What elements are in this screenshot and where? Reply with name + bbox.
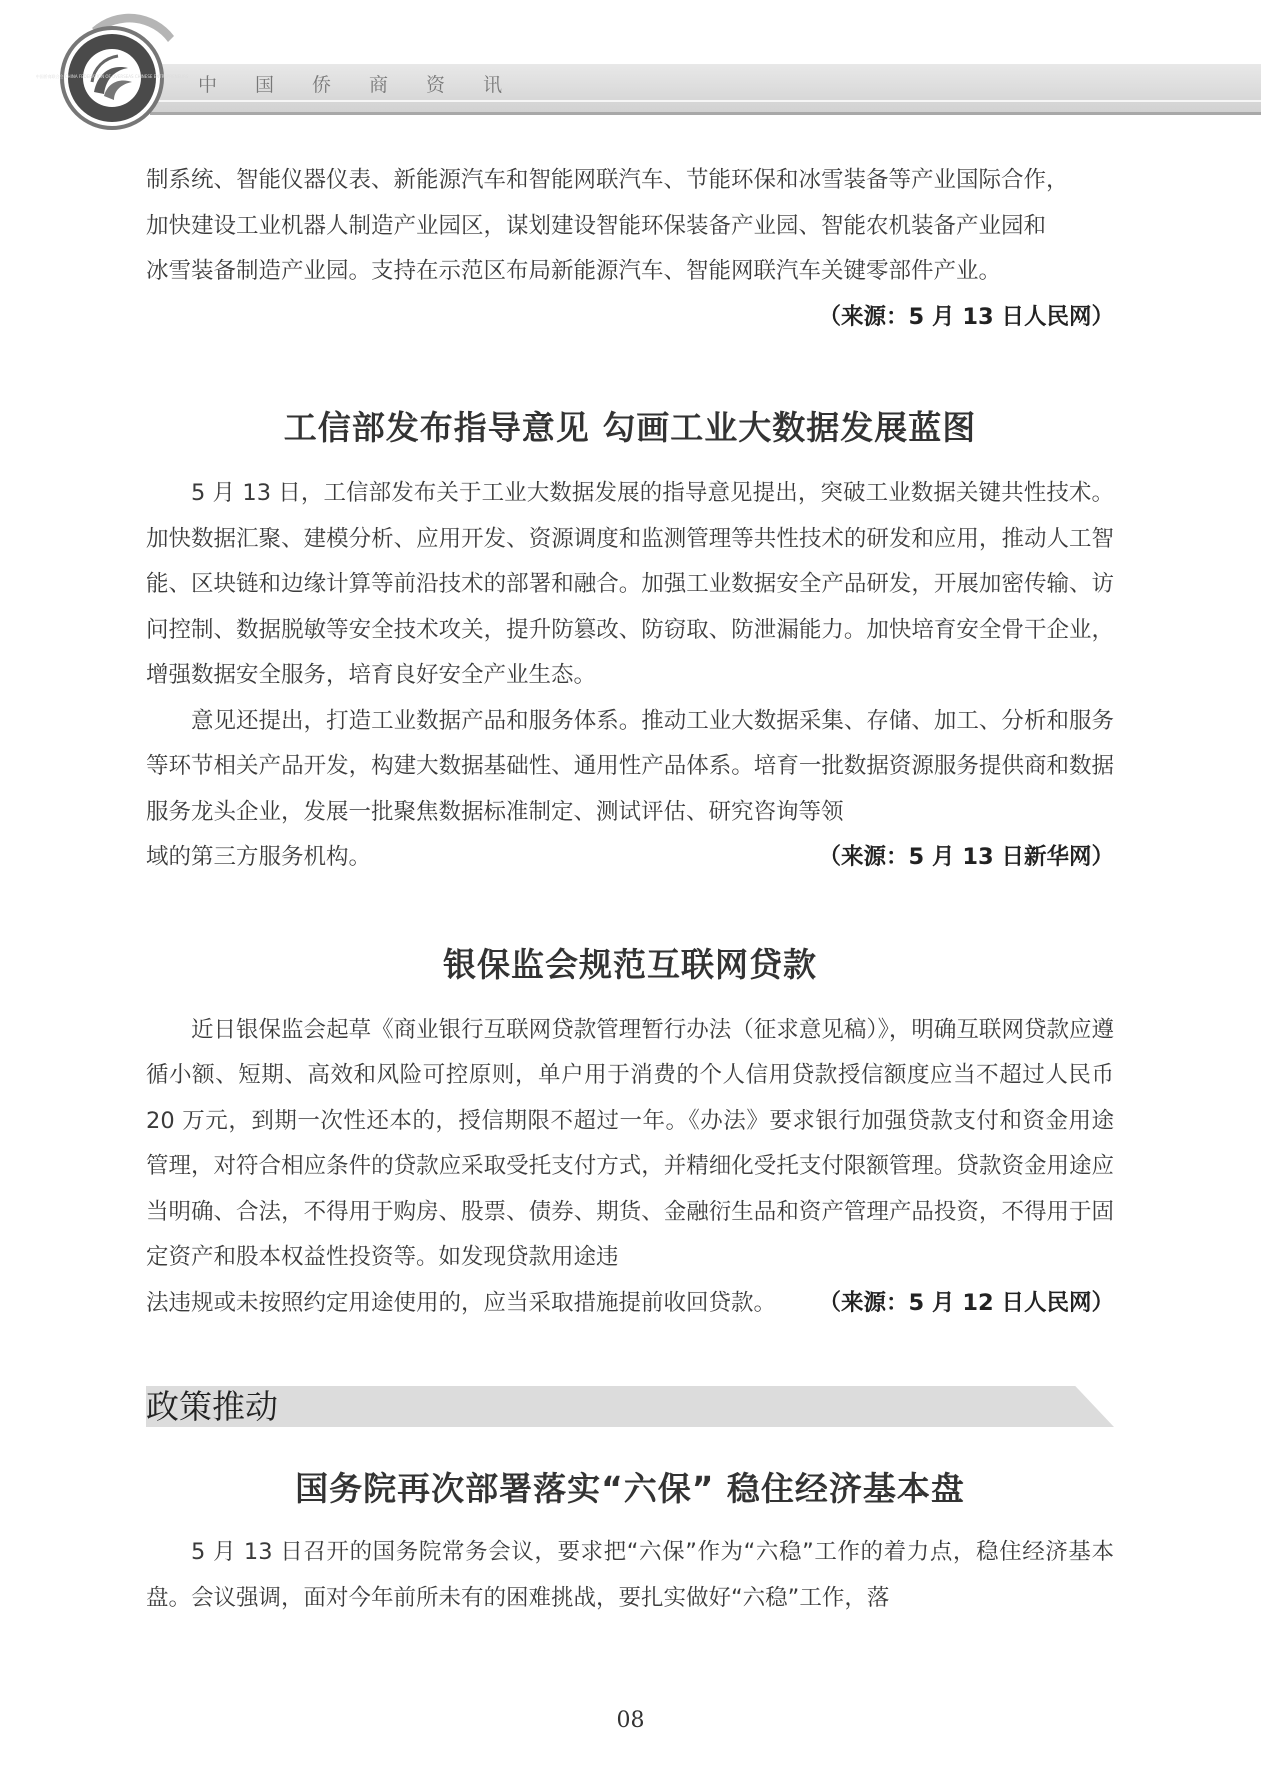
intro-line-2: 加快建设工业机器人制造产业园区，谋划建设智能环保装备产业园、智能农机装备产业园和: [146, 212, 1047, 239]
page-content: [146, 158, 1114, 1621]
article1-title: 工信部发布指导意见 勾画工业大数据发展蓝图: [283, 408, 977, 447]
article2-last-line: [146, 1281, 1114, 1327]
intro-source: （来源：5 月 13 日人民网）: [818, 303, 1114, 330]
article1-source: （来源：5 月 13 日新华网）: [818, 844, 1114, 870]
article1-paragraph-2: 意见还提出，打造工业数据产品和服务体系。推动工业大数据采集、存储、加工、分析和服务等环节相关产品开发，构建大数据基础性、通用性产品体系。培育一批数据资源服务提供商和数据服务龙头企业，发展一批聚焦数据标准制定、测试评估、研究咨询等领: [146, 707, 1114, 825]
intro-line-1: 制系统、智能仪器仪表、新能源汽车和智能网联汽车、节能环保和冰雪装备等产业国际合作，: [146, 167, 1069, 193]
page-number: 08: [616, 1708, 645, 1733]
section-header: [146, 1386, 1114, 1427]
article3-title: 国务院再次部署落实“六保” 稳住经济基本盘: [295, 1469, 965, 1508]
article1-paragraph-2-end: 域的第三方服务机构。: [146, 844, 372, 870]
header-stripe: [150, 100, 1261, 102]
article2-source: （来源：5 月 12 日人民网）: [818, 1289, 1114, 1316]
section-header-label: 政策推动: [146, 1387, 278, 1426]
article3-paragraph-1: 5 月 13 日召开的国务院常务会议，要求把“六保”作为“六稳”工作的着力点，稳住经济基本盘。会议强调，面对今年前所未有的困难挑战，要扎实做好“六稳”工作，落: [146, 1539, 1114, 1611]
article2-paragraph-1-end: 法违规或未按照约定用途使用的，应当采取措施提前收回贷款。: [146, 1289, 777, 1316]
logo-text: 中国侨商联合会 CHINA FEDERATION OF OVERSEAS CHINESE ENTREPRENEURS: [35, 74, 189, 79]
header-title: 中国侨商资讯: [198, 74, 541, 96]
article1-paragraph-1: 5 月 13 日，工信部发布关于工业大数据发展的指导意见提出，突破工业数据关键共性技术。加快数据汇聚、建模分析、应用开发、资源调度和监测管理等共性技术的研发和应用，推动人工智能、区块链和边缘计算等前沿技术的部署和融合。加强工业数据安全产品研发，开展加密传输、访问控制、数据脱敏等安全技术攻关，提升防篡改、防窃取、防泄漏能力。加快培育安全骨干企业，增强数据安全服务，培育良好安全产业生态。: [146, 480, 1114, 688]
intro-line-3: 冰雪装备制造产业园。支持在示范区布局新能源汽车、智能网联汽车关键零部件产业。: [146, 258, 1002, 284]
article2-paragraph-1: 近日银保监会起草《商业银行互联网贷款管理暂行办法（征求意见稿）》，明确互联网贷款应遵循小额、短期、高效和风险可控原则，单户用于消费的个人信用贷款授信额度应当不超过人民币 20 万元，到期一次性还本的，授信期限不超过一年。《办法》要求银行加强贷款支付和资金用途管理，对符合相应条件的贷款应采取受托支付方式，并精细化受托支付限额管理。贷款资金用途应当明确、合法，不得用于购房、股票、债券、期货、金融衍生品和资产管理产品投资，不得用于固定资产和股本权益性投资等。如发现贷款用途违: [146, 1016, 1114, 1270]
article2-title: 银保监会规范互联网贷款: [443, 944, 817, 984]
federation-logo: [35, 12, 189, 140]
section-header-background: [146, 1386, 1114, 1427]
article1-last-line: [146, 835, 1114, 881]
